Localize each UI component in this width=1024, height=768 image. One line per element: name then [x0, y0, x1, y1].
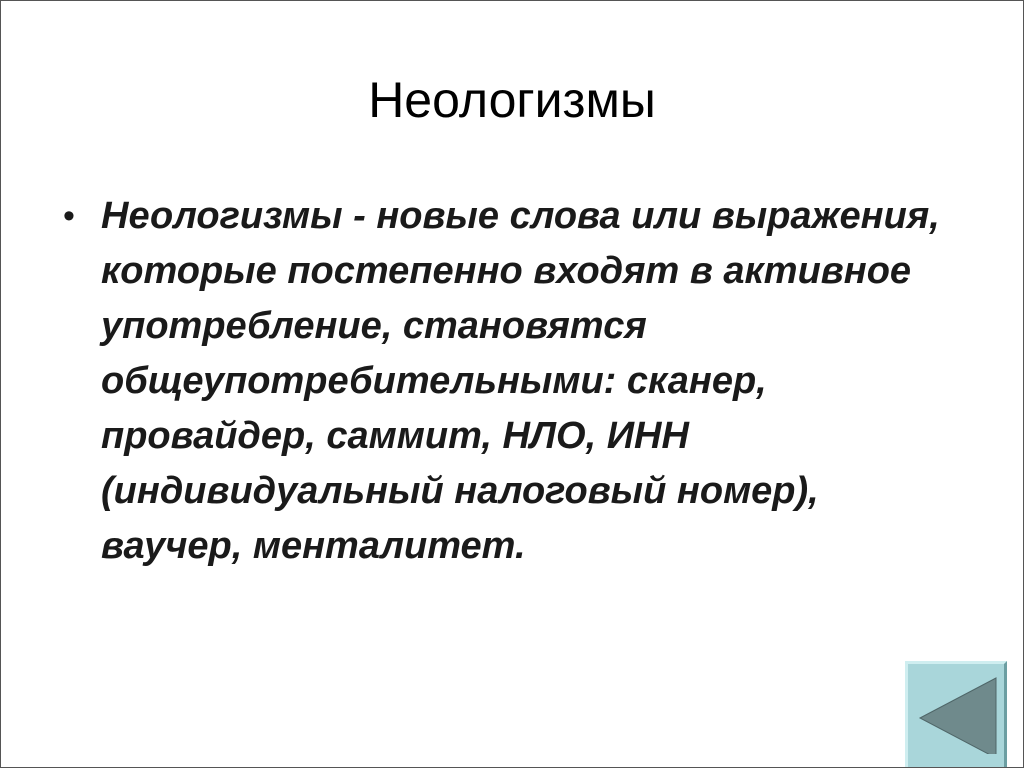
slide-title: Неологизмы — [368, 72, 656, 128]
bullet-dot-icon: • — [63, 197, 75, 235]
triangle-left-icon — [918, 674, 998, 754]
back-button[interactable] — [905, 661, 1007, 767]
bullet-list — [63, 189, 963, 574]
list-item — [63, 189, 963, 574]
bullet-text: Неологизмы - новые слова или выражения, которые постепенно входят в активное употребление, становятся общеупотребительными: сканер, провайдер, саммит, НЛО, ИНН (индивидуальный налоговый номер), ваучер, менталитет. — [101, 195, 940, 567]
